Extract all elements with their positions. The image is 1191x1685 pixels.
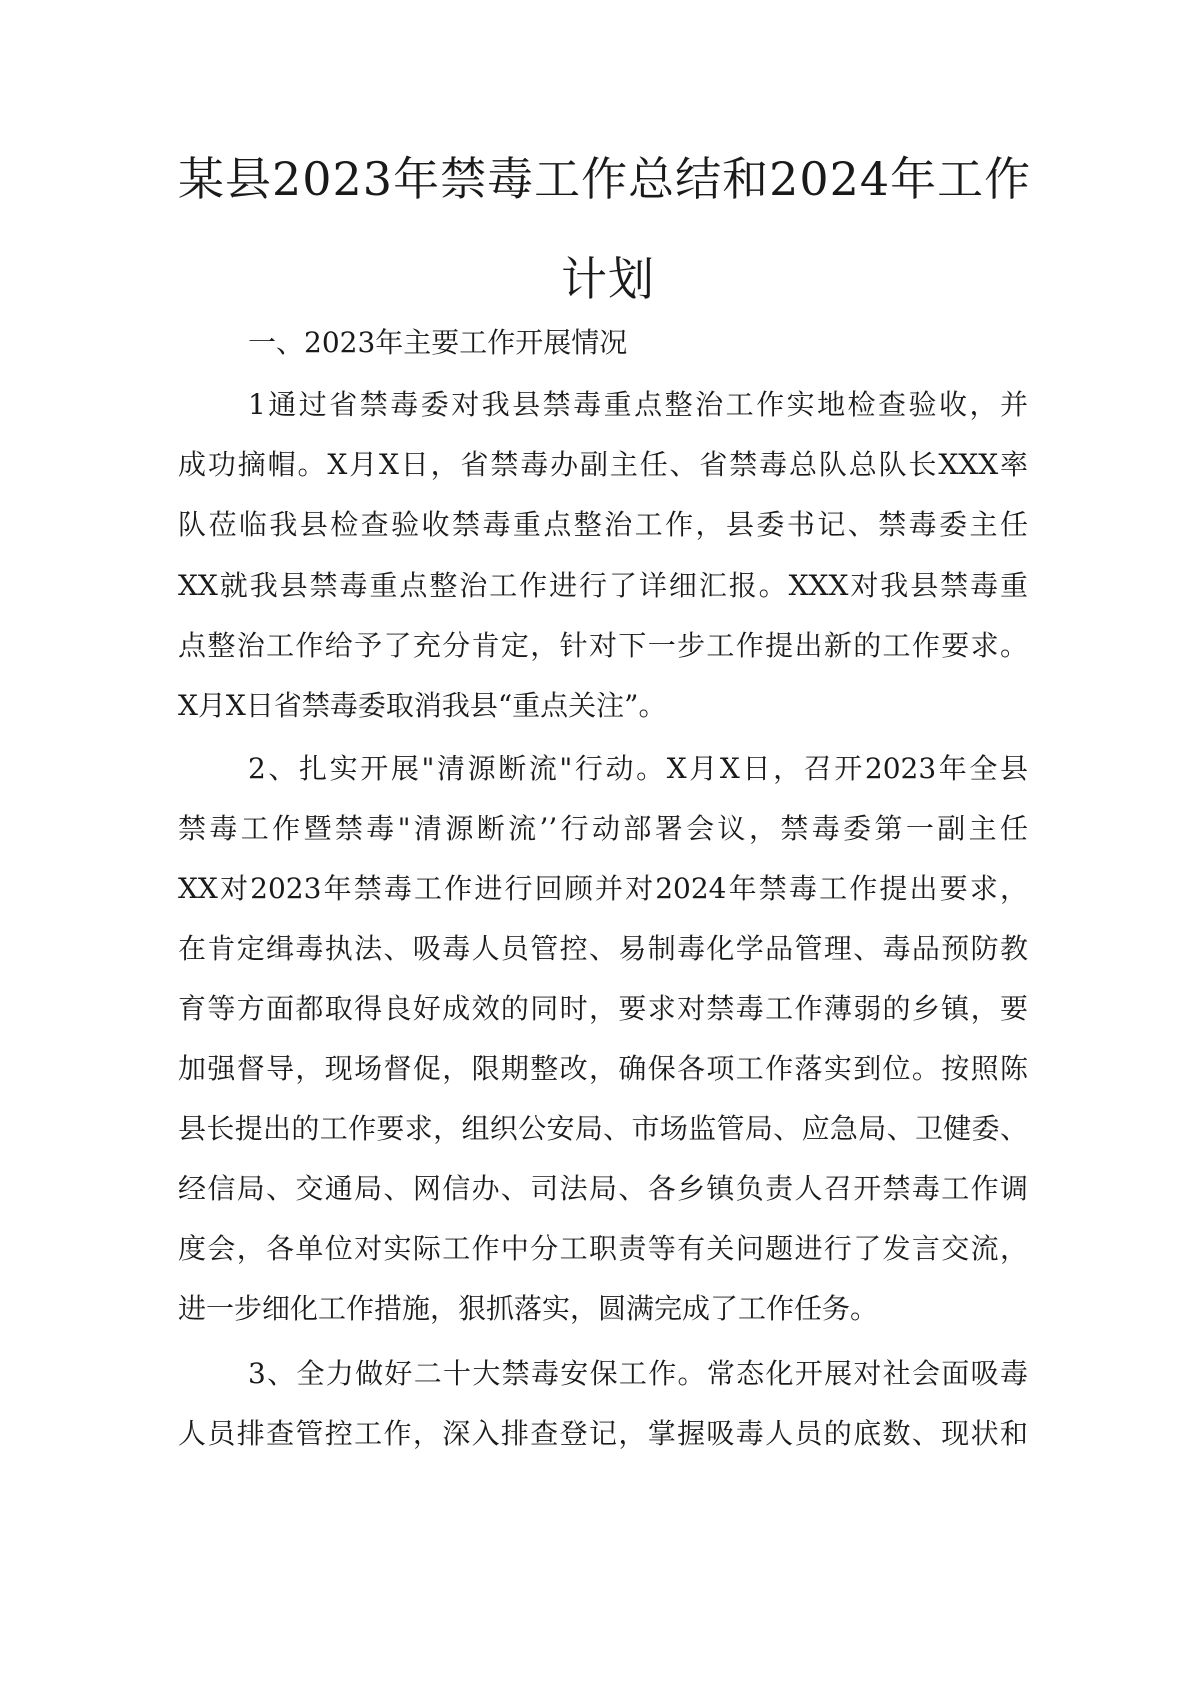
- paragraph-line: 成功摘帽。X月X日，省禁毒办副主任、省禁毒总队总队长XXX率: [178, 448, 1028, 481]
- paragraph-line: 2、扎实开展"清源断流"行动。X月X日，召开2023年全县: [248, 752, 1028, 785]
- paragraph-line: X月X日省禁毒委取消我县“重点关注”。: [178, 689, 667, 722]
- paragraph-line: 3、全力做好二十大禁毒安保工作。常态化开展对社会面吸毒: [248, 1357, 1028, 1390]
- paragraph-line: 经信局、交通局、网信办、司法局、各乡镇负责人召开禁毒工作调: [178, 1172, 1028, 1205]
- document-title-line-1: 某县2023年禁毒工作总结和2024年工作: [178, 152, 1032, 206]
- paragraph-line: 人员排查管控工作，深入排查登记，掌握吸毒人员的底数、现状和: [178, 1417, 1028, 1450]
- paragraph-line: XX对2023年禁毒工作进行回顾并对2024年禁毒工作提出要求，: [178, 872, 1028, 905]
- section-heading: 一、2023年主要工作开展情况: [248, 326, 628, 359]
- paragraph-line: 度会，各单位对实际工作中分工职责等有关问题进行了发言交流，: [178, 1232, 1028, 1265]
- paragraph-line: 县长提出的工作要求，组织公安局、市场监管局、应急局、卫健委、: [178, 1112, 1028, 1145]
- paragraph-line: 进一步细化工作措施，狠抓落实，圆满完成了工作任务。: [178, 1292, 879, 1325]
- document-title-line-2: 计划: [561, 252, 655, 306]
- paragraph-line: 队莅临我县检查验收禁毒重点整治工作，县委书记、禁毒委主任: [178, 508, 1028, 541]
- paragraph-line: 点整治工作给予了充分肯定，针对下一步工作提出新的工作要求。: [178, 629, 1028, 662]
- paragraph-line: XX就我县禁毒重点整治工作进行了详细汇报。XXX对我县禁毒重: [178, 569, 1028, 602]
- paragraph-line: 在肯定缉毒执法、吸毒人员管控、易制毒化学品管理、毒品预防教: [178, 932, 1028, 965]
- paragraph-line: 1通过省禁毒委对我县禁毒重点整治工作实地检查验收，并: [248, 388, 1028, 421]
- paragraph-line: 禁毒工作暨禁毒"清源断流’’行动部署会议，禁毒委第一副主任: [178, 812, 1028, 845]
- paragraph-line: 加强督导，现场督促，限期整改，确保各项工作落实到位。按照陈: [178, 1052, 1028, 1085]
- paragraph-line: 育等方面都取得良好成效的同时，要求对禁毒工作薄弱的乡镇，要: [178, 992, 1028, 1025]
